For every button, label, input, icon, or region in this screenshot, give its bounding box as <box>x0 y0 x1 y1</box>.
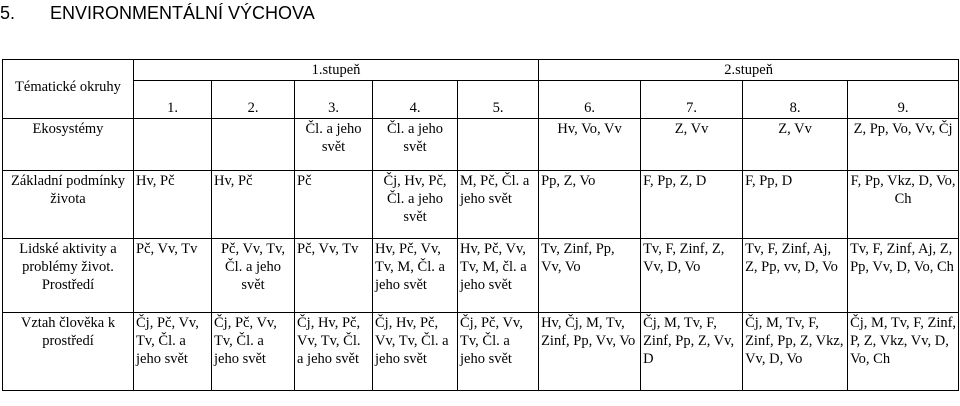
grade-header: 5. <box>458 81 539 119</box>
stage-1-header: 1.stupeň <box>134 60 539 81</box>
table-cell: Pč, Vv, Tv <box>295 239 373 313</box>
grade-header: 1. <box>134 81 212 119</box>
table-cell: Hv, Pč, Vv, Tv, M, čl. a jeho svět <box>458 239 539 313</box>
row-label: Základní podmínky života <box>3 171 134 239</box>
table-cell: Čj, Pč, Vv, Tv, Čl. a jeho svět <box>458 313 539 391</box>
table-cell: Čj, Hv, Pč, Vv, Tv, Čl. a jeho svět <box>295 313 373 391</box>
table-cell: Pp, Z, Vo <box>539 171 641 239</box>
table-cell <box>212 119 295 171</box>
table-cell: M, Pč, Čl. a jeho svět <box>458 171 539 239</box>
table-cell: Čl. a jeho svět <box>373 119 458 171</box>
grade-header: 2. <box>212 81 295 119</box>
section-heading <box>0 0 315 26</box>
grade-header: 7. <box>641 81 743 119</box>
table-cell: Z, Pp, Vo, Vv, Čj <box>848 119 959 171</box>
section-title: ENVIRONMENTÁLNÍ VÝCHOVA <box>50 3 315 23</box>
table-cell: Čl. a jeho svět <box>295 119 373 171</box>
table-cell: Pč <box>295 171 373 239</box>
topic-header: Tématické okruhy <box>3 60 134 119</box>
table-row <box>3 119 959 171</box>
table-cell <box>458 119 539 171</box>
table-cell: Tv, F, Zinf, Aj, Z, Pp, vv, D, Vo <box>743 239 848 313</box>
table-cell: Pč, Vv, Tv <box>134 239 212 313</box>
table-cell: Hv, Čj, M, Tv, Zinf, Pp, Vv, Vo <box>539 313 641 391</box>
row-label: Vztah člověka k prostředí <box>3 313 134 391</box>
table-cell: Čj, Pč, Vv, Tv, Čl. a jeho svět <box>134 313 212 391</box>
table-cell: Čj, M, Tv, F, Zinf, P, Z, Vkz, Vv, D, Vo, Ch <box>848 313 959 391</box>
section-number: 5. <box>0 3 16 23</box>
table-cell: Čj, Pč, Vv, Tv, Čl. a jeho svět <box>212 313 295 391</box>
table-cell: F, Pp, Vkz, D, Vo, Ch <box>848 171 959 239</box>
table-cell: Hv, Pč, Vv, Tv, M, Čl. a jeho svět <box>373 239 458 313</box>
table-cell: Z, Vv <box>641 119 743 171</box>
table-cell: Hv, Pč <box>212 171 295 239</box>
cross-curricular-table <box>2 59 959 391</box>
table-row <box>3 239 959 313</box>
table-cell: Tv, F, Zinf, Aj, Z, Pp, Vv, D, Vo, Ch <box>848 239 959 313</box>
table-cell: Čj, Hv, Pč, Čl. a jeho svět <box>373 171 458 239</box>
table-row <box>3 171 959 239</box>
table-cell: Z, Vv <box>743 119 848 171</box>
table-cell <box>134 119 212 171</box>
table-cell: Hv, Pč <box>134 171 212 239</box>
grade-header: 8. <box>743 81 848 119</box>
table-cell: Čj, M, Tv, F, Zinf, Pp, Z, Vv, D <box>641 313 743 391</box>
table-cell: Tv, Zinf, Pp, Vv, Vo <box>539 239 641 313</box>
stage-2-header: 2.stupeň <box>539 60 959 81</box>
grade-header: 6. <box>539 81 641 119</box>
table-cell: Pč, Vv, Tv, Čl. a jeho svět <box>212 239 295 313</box>
header-row-grades <box>3 81 959 119</box>
table-row <box>3 313 959 391</box>
table-cell: F, Pp, Z, D <box>641 171 743 239</box>
grade-header: 3. <box>295 81 373 119</box>
table-cell: Čj, Hv, Pč, Vv, Tv, Čl. a jeho svět <box>373 313 458 391</box>
grade-header: 9. <box>848 81 959 119</box>
row-label: Ekosystémy <box>3 119 134 171</box>
header-row-stages <box>3 60 959 81</box>
table-cell: F, Pp, D <box>743 171 848 239</box>
table-cell: Hv, Vo, Vv <box>539 119 641 171</box>
row-label: Lidské aktivity a problémy život. Prostředí <box>3 239 134 313</box>
table-cell: Tv, F, Zinf, Z, Vv, D, Vo <box>641 239 743 313</box>
grade-header: 4. <box>373 81 458 119</box>
table-cell: Čj, M, Tv, F, Zinf, Pp, Z, Vkz, Vv, D, Vo <box>743 313 848 391</box>
